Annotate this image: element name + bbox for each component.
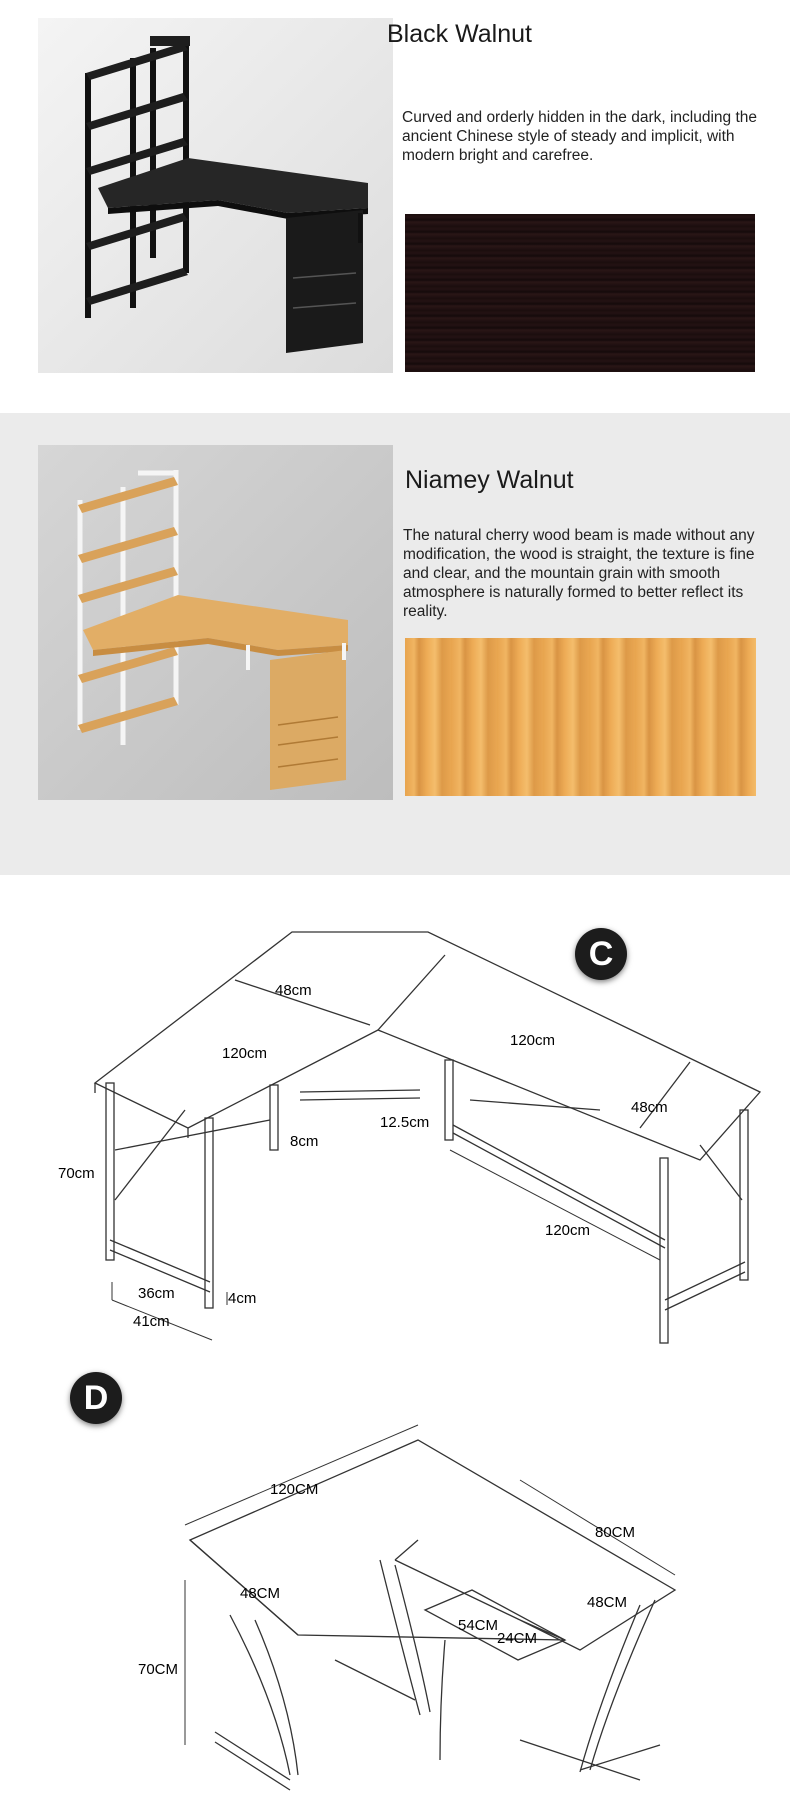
dim-c-top-depth-left: 48cm bbox=[275, 982, 312, 999]
dim-c-crossbar: 8cm bbox=[290, 1133, 319, 1150]
black-walnut-title: Black Walnut bbox=[387, 20, 532, 48]
dim-c-floor-length: 120cm bbox=[545, 1222, 591, 1239]
niamey-walnut-title: Niamey Walnut bbox=[405, 466, 574, 494]
niamey-walnut-desk-photo bbox=[38, 445, 393, 800]
dim-c-top-length-left: 120cm bbox=[222, 1045, 268, 1062]
dim-c-height: 70cm bbox=[58, 1165, 95, 1182]
dim-d-tray-length: 54CM bbox=[458, 1617, 499, 1634]
dim-d-height: 70CM bbox=[138, 1661, 179, 1678]
dim-d-width: 80CM bbox=[595, 1524, 636, 1541]
niamey-walnut-swatch bbox=[405, 638, 756, 796]
black-walnut-swatch bbox=[405, 214, 755, 372]
dim-c-top-depth-right: 48cm bbox=[631, 1099, 668, 1116]
dim-c-top-length-right: 120cm bbox=[510, 1032, 556, 1049]
diagram-d-badge: D bbox=[70, 1372, 122, 1424]
dim-c-beam-gap: 12.5cm bbox=[380, 1114, 430, 1131]
black-walnut-description: Curved and orderly hidden in the dark, including the ancient Chinese style of steady and implicit, with modern bright and carefree. bbox=[402, 109, 758, 164]
dim-c-leg-inner: 36cm bbox=[138, 1285, 175, 1302]
dim-c-leg-outer: 41cm bbox=[133, 1313, 170, 1330]
diagram-c-badge: C bbox=[575, 928, 627, 980]
dimension-diagram-c bbox=[0, 876, 790, 1346]
dim-d-depth-left: 48CM bbox=[240, 1585, 281, 1602]
dim-d-tray-depth: 24CM bbox=[497, 1630, 538, 1647]
black-walnut-desk-photo bbox=[38, 18, 393, 373]
dim-d-depth-right: 48CM bbox=[587, 1594, 628, 1611]
niamey-walnut-description: The natural cherry wood beam is made without any modification, the wood is straight, the texture is fine and clear, and the mountain grain with smooth atmosphere is naturally formed to better reflect its reality. bbox=[403, 527, 755, 620]
dim-d-length: 120CM bbox=[270, 1481, 319, 1498]
dim-c-foot: 4cm bbox=[228, 1290, 257, 1307]
dimension-diagram-d bbox=[0, 1400, 790, 1808]
